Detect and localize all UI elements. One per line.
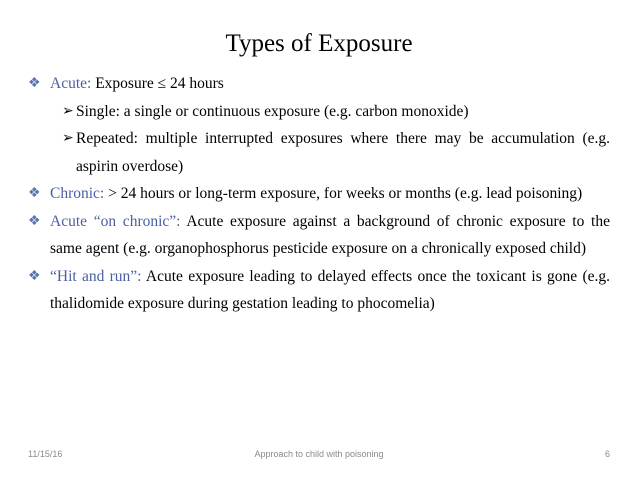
arrow-bullet-icon: ➢ — [62, 103, 74, 119]
footer-date: 11/15/16 — [28, 449, 63, 459]
bullet-acute-on-chronic — [28, 208, 610, 263]
bullet-hit-and-run — [28, 263, 610, 318]
bullet-acute — [28, 70, 610, 98]
diamond-bullet-icon: ❖ — [28, 213, 41, 229]
diamond-bullet-icon: ❖ — [28, 186, 41, 201]
arrow-bullet-icon: ➢ — [62, 131, 74, 146]
bullet-chronic — [28, 180, 610, 208]
slide-title: Types of Exposure — [225, 30, 413, 57]
footer-title: Approach to child with poisoning — [254, 449, 384, 459]
bullet-repeated-text: Repeated: multiple interrupted exposures where there may be accumulation (e.g. aspirin overdose) — [76, 130, 610, 175]
bullet-single — [28, 98, 610, 126]
bullet-single-text: Single: a single or continuous exposure (e.g. carbon monoxide) — [76, 102, 469, 120]
bullet-repeated — [28, 125, 610, 180]
diamond-bullet-icon: ❖ — [28, 268, 41, 284]
bullet-hit-and-run-text: Acute exposure leading to delayed effects once the toxicant is gone (e.g. thalidomide exposure during gestation leading to phocomelia) — [50, 267, 610, 312]
diamond-bullet-icon: ❖ — [28, 76, 41, 91]
bullet-hit-and-run-label: “Hit and run”: — [50, 267, 142, 285]
bullet-chronic-label: Chronic: — [50, 185, 105, 202]
bullet-acute-label: Acute: — [50, 75, 92, 92]
bullet-chronic-text: > 24 hours or long-term exposure, for weeks or months (e.g. lead poisoning) — [104, 185, 583, 202]
bullet-acute-on-chronic-text: Acute exposure against a background of chronic exposure to the same agent (e.g. organophosphorus pesticide exposure on a chronically exposed child) — [50, 212, 610, 257]
bullet-acute-text: Exposure ≤ 24 hours — [91, 75, 224, 92]
footer-page-number: 6 — [604, 449, 610, 459]
bullet-acute-on-chronic-label: Acute “on chronic”: — [50, 212, 181, 230]
bullet-list — [28, 70, 610, 318]
